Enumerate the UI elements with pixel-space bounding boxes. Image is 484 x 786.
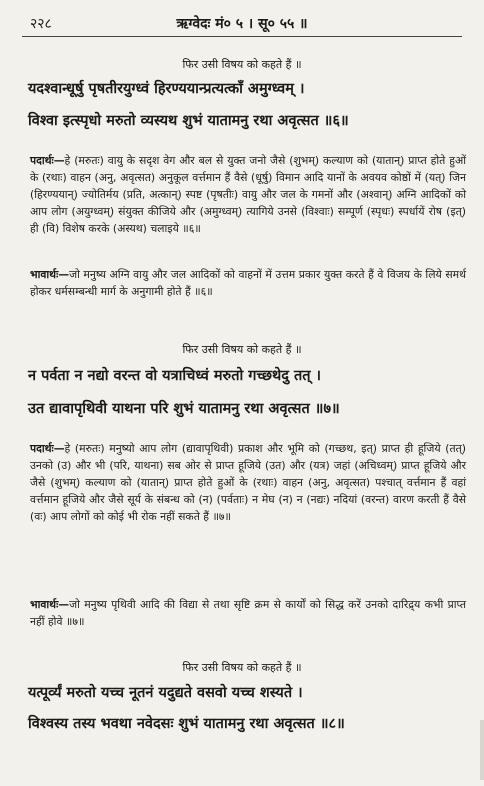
bhavartha-label: भावार्थः— bbox=[30, 268, 70, 281]
page-edge-shadow bbox=[480, 720, 484, 780]
padartha-text: हे (मरुतः) वायु के सदृश वेग और बल से युक्त जनो जैसे (शुभम्) कल्याण को (यातान्) प्राप्त होते हुओं के (रथाः) वाहन (अनु, अवृत्सत) अनुकूल वर्त्तमान हैं वैसे (धूर्षु) विमान आदि यानों के अवयव कोष्ठों में (यत्) जिन (हिरण्ययान्) ज्योतिर्मय (प्रति, अत्कान्) स्पष्ट (पृषतीः) वायु और जल के गमनों और (अश्वान्) अग्नि आदिकों को आप लोग (अयुग्ध्वम्) संयुक्त कीजिये और (अमुग्ध्वम्) त्यागिये उनसे (विश्वाः) सम्पूर्ण (स्पृधः) स्पर्धायें रोष (इत्) ही (वि) विशेष करके (अस्यथ) चलाइये ॥६॥ bbox=[30, 154, 466, 235]
padartha-paragraph bbox=[30, 440, 466, 525]
bhavartha-paragraph bbox=[30, 266, 466, 300]
running-head: ऋग्वेदः मं० ५ । सू० ५५ ॥ bbox=[176, 16, 308, 32]
mantra-line: यत्पूर्व्यं मरुतो यच्च नूतनं यदुद्यते वसवो यच्च शस्यते । bbox=[28, 685, 303, 701]
bhavartha-text: जो मनुष्य पृथिवी आदि की विद्या से तथा सृष्टि क्रम से कार्यों को सिद्ध करें उनको दारिद्र्य कभी प्राप्त नहीं होवे ॥७॥ bbox=[30, 598, 466, 628]
padartha-text: हे (मरुतः) मनुष्यो आप लोग (द्यावापृथिवी) प्रकाश और भूमि को (गच्छथ, इत्) प्राप्त ही हूजिये (तत्) उनको (उ) और भी (परि, याथना) सब ओर से प्राप्त हूजिये (उत) और (यत्र) जहां (अचिध्वम्) प्राप्त हूजिये और जैसे (शुभम्) कल्याण को (यातान्) प्राप्त होते हुओं के (रथाः) वाहन (अनु, अवृत्सत) पश्चात् वर्त्तमान हैं वहां वर्त्तमान हूजिये और जैसे सूर्य के संबन्ध को (न) (पर्वताः) न मेघ (न) न (नद्यः) नदियां (वरन्त) वारण करती हैं वैसे (वः) आप लोगों को कोई भी रोक नहीं सकते हैं ॥७॥ bbox=[30, 442, 466, 523]
mantra-line: विश्वा इत्स्पृधो मरुतो व्यस्यथ शुभं यातामनु रथा अवृत्सत ॥६॥ bbox=[28, 113, 349, 129]
padartha-paragraph bbox=[30, 152, 466, 237]
mantra-line: विश्वस्य तस्य भवथा नवेदसः शुभं यातामनु रथा अवृत्सत ॥८॥ bbox=[28, 716, 345, 732]
bhavartha-text: जो मनुष्य अग्नि वायु और जल आदिकों को वाहनों में उत्तम प्रकार युक्त करते हैं वे विजय के लिये समर्थ होकर धर्मसम्बन्धी मार्ग के अनुगामी होते हैं ॥६॥ bbox=[30, 268, 466, 298]
mantra-line: उत द्यावापृथिवी याथना परि शुभं यातामनु रथा अवृत्सत ॥७॥ bbox=[28, 401, 340, 417]
section-heading: फिर उसी विषय को कहते हैं ॥ bbox=[182, 661, 302, 674]
bhavartha-label: भावार्थः— bbox=[30, 598, 70, 611]
section-heading: फिर उसी विषय को कहते हैं ॥ bbox=[182, 58, 302, 71]
padartha-label: पदार्थः— bbox=[30, 154, 65, 167]
header-rule bbox=[22, 36, 462, 37]
bhavartha-paragraph bbox=[30, 596, 466, 630]
section-heading: फिर उसी विषय को कहते हैं ॥ bbox=[182, 343, 302, 356]
mantra-line: न पर्वता न नद्यो वरन्त वो यत्राचिध्वं मरुतो गच्छथेदु तत् । bbox=[28, 368, 322, 384]
mantra-line: यदश्वान्धूर्षु पृषतीरयुग्ध्वं हिरण्ययान्प्रत्यत्काँ अमुग्ध्वम् । bbox=[28, 81, 305, 97]
page-number: २२८ bbox=[30, 16, 52, 32]
page-header bbox=[22, 14, 462, 34]
padartha-label: पदार्थः— bbox=[30, 442, 65, 455]
